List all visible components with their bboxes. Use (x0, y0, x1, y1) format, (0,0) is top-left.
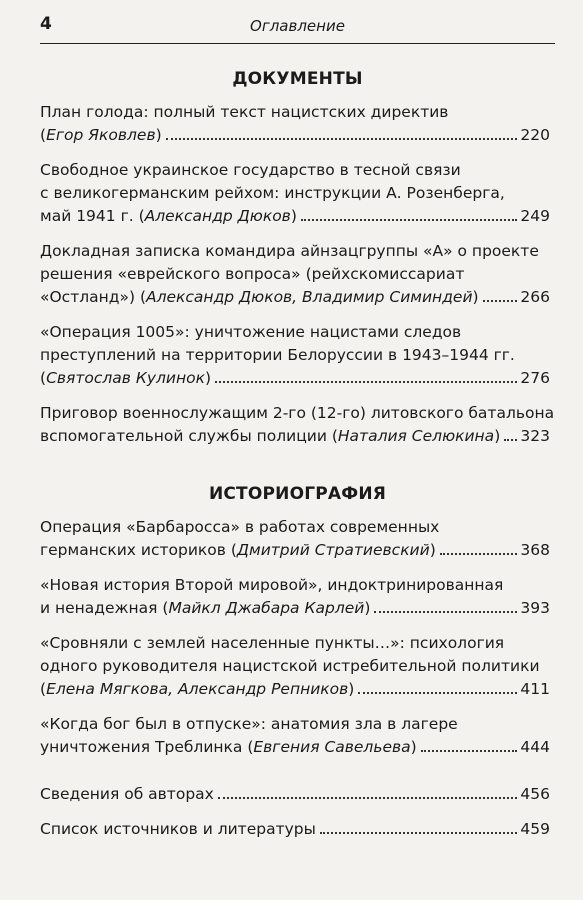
entry-author: Елена Мягкова, Александр Репников (46, 680, 349, 698)
dot-leader (218, 797, 518, 799)
entry-author: Александр Дюков (144, 207, 291, 225)
running-title: Оглавление (250, 17, 345, 35)
dot-leader (301, 219, 518, 221)
page-header (40, 14, 555, 42)
entry-page-number: 249 (520, 207, 550, 225)
entry-page-number: 393 (520, 599, 550, 617)
toc-entry (40, 516, 550, 562)
entry-author: Наталия Селюкина (337, 427, 495, 445)
dot-leader (320, 832, 518, 834)
header-rule (40, 43, 555, 44)
entry-page-number: 444 (520, 738, 550, 756)
entry-last-line: май 1941 г. ( Александр Дюков ) 249 (40, 205, 550, 228)
dot-leader (166, 138, 518, 140)
entry-line: преступлений на территории Белоруссии в 1943–1944 гг. (40, 346, 515, 364)
entry-last-line: «Остланд») ( Александр Дюков, Владимир Симиндей ) 266 (40, 286, 550, 309)
entry-page-number: 266 (520, 288, 550, 306)
dot-leader (374, 611, 517, 613)
section-title-historiography: ИСТОРИОГРАФИЯ (208, 484, 387, 504)
entry-last-line: и ненадежная ( Майкл Джабара Карлей ) 393 (40, 597, 550, 620)
entry-line: «Операция 1005»: уничтожение нацистами следов (40, 323, 462, 341)
entry-line: «Когда бог был в отпуске»: анатомия зла в лагере (40, 715, 458, 733)
toc-entry-authors (40, 783, 550, 806)
toc-entry (40, 574, 550, 620)
entry-author: Александр Дюков, Владимир Симиндей (146, 288, 473, 306)
entry-last-line: ( Святослав Кулинок ) 276 (40, 367, 550, 390)
entry-line: «Новая история Второй мировой», индоктринированная (40, 576, 504, 594)
entry-author: Святослав Кулинок (46, 369, 205, 387)
entry-line: План голода: полный текст нацистских директив (40, 103, 449, 121)
entry-line: Свободное украинское государство в тесной связи (40, 161, 461, 179)
dot-leader (504, 439, 517, 441)
dot-leader (483, 300, 518, 302)
dot-leader (215, 381, 517, 383)
entry-line: с великогерманским рейхом: инструкции А. Розенберга, (40, 184, 505, 202)
entry-last-line: ( Елена Мягкова, Александр Репников ) 411 (40, 678, 550, 701)
entry-line: Докладная записка командира айнзацгруппы «А» о проекте (40, 242, 539, 260)
entry-page-number: 276 (520, 369, 550, 387)
entry-line: «Сровняли с землей населенные пункты…»: психология (40, 634, 505, 652)
toc-entry (40, 321, 550, 390)
entry-author: Евгения Савельева (253, 738, 411, 756)
dot-leader (421, 750, 518, 752)
dot-leader (358, 692, 517, 694)
entry-line: Операция «Барбаросса» в работах современных (40, 518, 440, 536)
entry-page-number: 323 (520, 427, 550, 445)
entry-page-number: 411 (520, 680, 550, 698)
toc-entry (40, 159, 550, 228)
entry-page-number: 459 (520, 820, 550, 838)
entry-page-number: 456 (520, 785, 550, 803)
toc-entry (40, 632, 550, 701)
entry-page-number: 368 (520, 541, 550, 559)
entry-last-line: германских историков ( Дмитрий Стратиевский ) 368 (40, 539, 550, 562)
entry-last-line: уничтожения Треблинка ( Евгения Савельева ) 444 (40, 736, 550, 759)
entry-last-line: Список источников и литературы 459 (40, 818, 550, 841)
toc-entry (40, 240, 550, 309)
toc-entry (40, 713, 550, 759)
entry-line: одного руководителя нацистской истребительной политики (40, 657, 540, 675)
page-number: 4 (40, 14, 52, 34)
toc-entry-sources (40, 818, 550, 841)
entry-author: Егор Яковлев (46, 126, 156, 144)
entry-line: Приговор военнослужащим 2-го (12-го) литовского батальона (40, 404, 555, 422)
dot-leader (440, 553, 518, 555)
entry-last-line: ( Егор Яковлев ) 220 (40, 124, 550, 147)
toc-entry (40, 402, 555, 448)
entry-author: Майкл Джабара Карлей (168, 599, 365, 617)
entry-line: решения «еврейского вопроса» (рейхскомиссариат (40, 265, 465, 283)
entry-page-number: 220 (520, 126, 550, 144)
entry-last-line: вспомогательной службы полиции ( Наталия Селюкина ) 323 (40, 425, 550, 448)
section-title-documents: ДОКУМЕНТЫ (232, 69, 363, 89)
entry-author: Дмитрий Стратиевский (236, 541, 430, 559)
entry-last-line: Сведения об авторах 456 (40, 783, 550, 806)
toc-entry (40, 101, 550, 147)
